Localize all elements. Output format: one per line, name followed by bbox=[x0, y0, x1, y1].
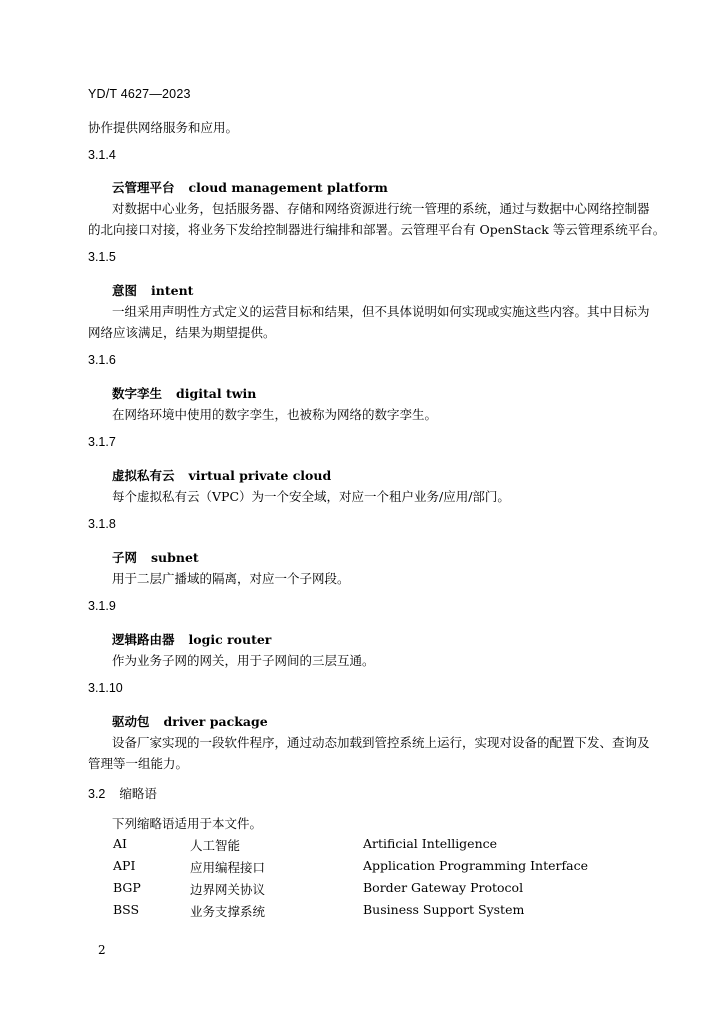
clause-number: 3.1.8 bbox=[88, 517, 116, 531]
term-en: logic router bbox=[188, 632, 272, 647]
abbreviation-row bbox=[0, 880, 724, 898]
term-heading bbox=[112, 178, 388, 196]
term-heading bbox=[112, 384, 256, 402]
section-title: 缩略语 bbox=[119, 786, 157, 801]
abbreviation-code: AI bbox=[113, 836, 127, 851]
term-en: intent bbox=[151, 283, 194, 298]
definition-line: 每个虚拟私有云（VPC）为一个安全域，对应一个租户业务/应用/部门。 bbox=[112, 489, 510, 504]
section-intro: 下列缩略语适用于本文件。 bbox=[112, 816, 263, 831]
abbreviation-row bbox=[0, 902, 724, 920]
clause-number: 3.1.9 bbox=[88, 599, 116, 613]
term-heading bbox=[112, 466, 331, 484]
term-zh: 虚拟私有云 bbox=[112, 468, 175, 483]
term-en: cloud management platform bbox=[188, 180, 388, 195]
term-heading bbox=[112, 630, 271, 648]
term-heading bbox=[112, 281, 193, 299]
section-heading bbox=[88, 784, 157, 802]
term-en: driver package bbox=[163, 714, 268, 729]
abbreviation-zh: 应用编程接口 bbox=[190, 860, 266, 875]
term-zh: 数字孪生 bbox=[112, 386, 163, 401]
clause-number: 3.1.7 bbox=[88, 435, 116, 449]
abbreviation-zh: 业务支撑系统 bbox=[190, 904, 266, 919]
abbreviation-code: BGP bbox=[113, 880, 141, 895]
definition-line: 的北向接口对接，将业务下发给控制器进行编排和部署。云管理平台有 OpenStack 等云管理系统平台。 bbox=[88, 222, 666, 237]
page-number: 2 bbox=[98, 943, 106, 957]
definition-line: 管理等一组能力。 bbox=[88, 756, 189, 771]
clause-number: 3.1.5 bbox=[88, 250, 116, 264]
abbreviation-zh: 边界网关协议 bbox=[190, 882, 266, 897]
clause-number: 3.1.6 bbox=[88, 353, 116, 367]
section-number: 3.2 bbox=[88, 787, 106, 801]
definition-line: 一组采用声明性方式定义的运营目标和结果，但不具体说明如何实现或实施这些内容。其中目标为 bbox=[112, 304, 650, 319]
term-heading bbox=[112, 712, 268, 730]
abbreviation-en: Artificial Intelligence bbox=[363, 836, 498, 851]
abbreviation-code: BSS bbox=[113, 902, 140, 917]
clause-number: 3.1.4 bbox=[88, 148, 116, 162]
term-en: virtual private cloud bbox=[188, 468, 332, 483]
term-zh: 子网 bbox=[112, 550, 138, 565]
intro-line: 协作提供网络服务和应用。 bbox=[88, 120, 239, 135]
abbreviation-en: Application Programming Interface bbox=[363, 858, 588, 873]
document-header: YD/T 4627—2023 bbox=[88, 87, 191, 101]
definition-line: 作为业务子网的网关，用于子网间的三层互通。 bbox=[112, 653, 375, 668]
abbreviation-row bbox=[0, 858, 724, 876]
definition-line: 用于二层广播域的隔离，对应一个子网段。 bbox=[112, 571, 350, 586]
definition-line: 网络应该满足，结果为期望提供。 bbox=[88, 325, 276, 340]
abbreviation-row bbox=[0, 836, 724, 854]
term-zh: 云管理平台 bbox=[112, 180, 175, 195]
term-zh: 驱动包 bbox=[112, 714, 150, 729]
abbreviation-zh: 人工智能 bbox=[190, 838, 241, 853]
abbreviation-en: Business Support System bbox=[363, 902, 525, 917]
definition-line: 在网络环境中使用的数字孪生，也被称为网络的数字孪生。 bbox=[112, 407, 438, 422]
term-zh: 意图 bbox=[112, 283, 138, 298]
abbreviation-en: Border Gateway Protocol bbox=[363, 880, 524, 895]
term-en: subnet bbox=[151, 550, 199, 565]
term-en: digital twin bbox=[176, 386, 257, 401]
term-heading bbox=[112, 548, 199, 566]
clause-number: 3.1.10 bbox=[88, 681, 123, 695]
definition-line: 设备厂家实现的一段软件程序，通过动态加载到管控系统上运行，实现对设备的配置下发、查询及 bbox=[112, 735, 650, 750]
term-zh: 逻辑路由器 bbox=[112, 632, 175, 647]
abbreviation-code: API bbox=[113, 858, 136, 873]
definition-line: 对数据中心业务，包括服务器、存储和网络资源进行统一管理的系统，通过与数据中心网络控制器 bbox=[112, 201, 650, 216]
